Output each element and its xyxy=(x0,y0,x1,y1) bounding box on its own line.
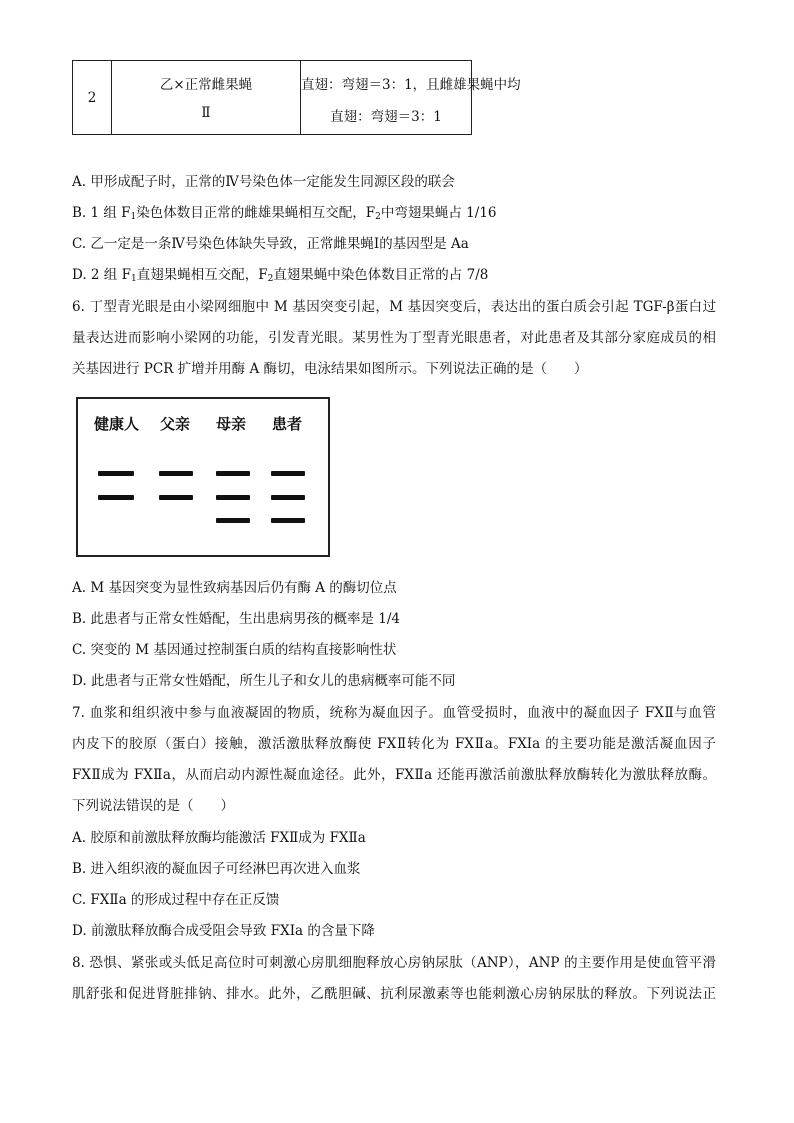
q7-stem-line3: FXⅡ成为 FXⅡa，从而启动内源性凝血途径。此外，FXⅡa 还能再激活前激肽释放酶转化为激肽释放酶。 xyxy=(72,767,716,783)
band-father-2 xyxy=(159,495,193,500)
lane-label-father: 父亲 xyxy=(160,415,191,433)
q7-stem-line1: 7. 血浆和组织液中参与血液凝固的物质，统称为凝血因子。血管受损时，血液中的凝血因子 FXⅡ与血管 xyxy=(72,705,716,721)
q7-stem-line4: 下列说法错误的是（ ） xyxy=(72,798,234,814)
band-patient-3 xyxy=(271,518,305,523)
results-table xyxy=(72,60,521,135)
q6-option-b: B. 此患者与正常女性婚配，生出患病男孩的概率是 1/4 xyxy=(72,611,401,627)
q7-option-c: C. FXⅡa 的形成过程中存在正反馈 xyxy=(72,892,280,908)
q7-option-a: A. 胶原和前激肽释放酶均能激活 FXⅡ成为 FXⅡa xyxy=(72,830,366,846)
q8-stem-line1: 8. 恐惧、紧张或头低足高位时可刺激心房肌细胞释放心房钠尿肽（ANP），ANP 的主要作用是使血管平滑 xyxy=(72,955,716,971)
band-patient-2 xyxy=(271,495,305,500)
lane-label-patient: 患者 xyxy=(272,415,303,433)
cross-text-line1: 乙×正常雌果蝇 xyxy=(159,77,253,93)
lane-label-healthy: 健康人 xyxy=(94,415,140,433)
cross-text-line2: Ⅱ xyxy=(201,105,211,121)
band-mother-2 xyxy=(216,495,250,500)
q5-option-a: A. 甲形成配子时，正常的Ⅳ号染色体一定能发生同源区段的联会 xyxy=(72,174,455,190)
q7-option-d: D. 前激肽释放酶合成受阻会导致 FXIa 的含量下降 xyxy=(72,923,375,939)
q5-option-d: D. 2 组 $F_1$直翅果蝇相互交配，$F_2$直翅果蝇中染色体数目正常的占 7/8 xyxy=(72,267,489,284)
table-cell-result xyxy=(301,61,521,134)
q6-option-a: A. M 基因突变为显性致病基因后仍有酶 A 的酶切位点 xyxy=(72,580,397,596)
q8-stem-line2: 肌舒张和促进肾脏排钠、排水。此外，乙酰胆碱、抗利尿激素等也能刺激心房钠尿肽的释放。下列说法正 xyxy=(72,986,716,1002)
band-patient-1 xyxy=(271,471,305,476)
table-cell-cross xyxy=(112,61,301,134)
band-healthy-2 xyxy=(98,495,134,500)
electrophoresis-figure xyxy=(76,397,330,557)
q5-option-b: B. 1 组 $F_1$染色体数目正常的雌雄果蝇相互交配，$F_2$中弯翅果蝇占 1/16 xyxy=(72,205,497,222)
q6-stem-line3: 关基因进行 PCR 扩增并用酶 A 酶切，电泳结果如图所示。下列说法正确的是（ ） xyxy=(72,361,588,377)
group-number: 2 xyxy=(87,89,97,106)
q6-option-c: C. 突变的 M 基因通过控制蛋白质的结构直接影响性状 xyxy=(72,642,397,658)
q7-stem-line2: 内皮下的胶原（蛋白）接触，激活激肽释放酶使 FXⅡ转化为 FXⅡa。FXIa 的主要功能是激活凝血因子 xyxy=(72,736,716,752)
q6-option-d: D. 此患者与正常女性婚配，所生儿子和女儿的患病概率可能不同 xyxy=(72,673,456,689)
band-mother-3 xyxy=(216,518,250,523)
q5-option-c: C. 乙一定是一条Ⅳ号染色体缺失导致，正常雌果蝇Ⅰ的基因型是 Aa xyxy=(72,236,469,252)
band-healthy-1 xyxy=(98,471,134,476)
band-mother-1 xyxy=(216,471,250,476)
band-father-1 xyxy=(159,471,193,476)
q6-stem-line1: 6. 丁型青光眼是由小梁网细胞中 M 基因突变引起，M 基因突变后，表达出的蛋白质会引起 TGF-β蛋白过 xyxy=(72,299,716,315)
q6-stem-line2: 量表达进而影响小梁网的功能，引发青光眼。某男性为丁型青光眼患者，对此患者及其部分家庭成员的相 xyxy=(72,330,716,346)
result-text-line1: 直翅：弯翅＝3：1，且雌雄果蝇中均 xyxy=(301,77,521,93)
lane-label-mother: 母亲 xyxy=(216,415,247,433)
q7-option-b: B. 进入组织液的凝血因子可经淋巴再次进入血浆 xyxy=(72,861,361,877)
result-text-line2: 直翅：弯翅＝3：1 xyxy=(330,109,442,125)
table-cell-group xyxy=(73,61,112,134)
